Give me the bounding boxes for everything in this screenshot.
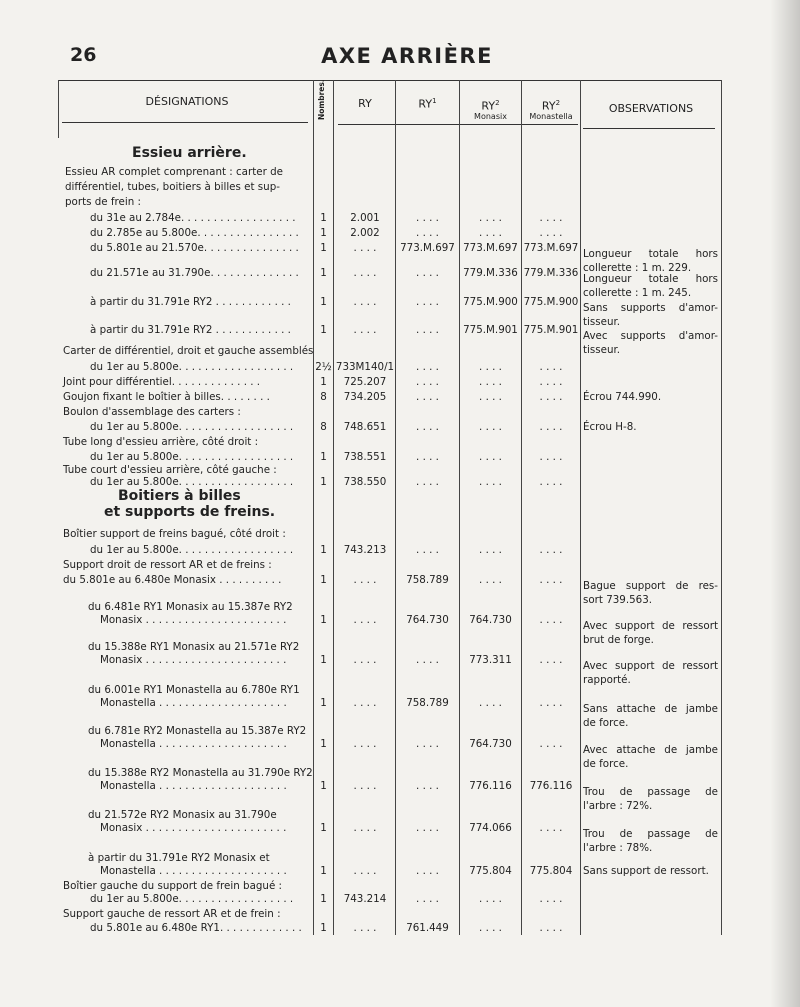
cell-nb: 1 [320, 574, 327, 586]
observation-text: Avec supports d'amor- [583, 330, 718, 342]
cell-ry2b: . . . . [539, 738, 563, 750]
observation-text: Bague support de res- [583, 580, 718, 592]
designation-text: du 1er au 5.800e. . . . . . . . . . . . . . . . . . [90, 451, 294, 463]
header-underline-observations [583, 128, 715, 129]
cell-ry2b: . . . . [539, 476, 563, 488]
designation-text: Tube long d'essieu arrière, côté droit : [63, 436, 259, 448]
cell-ry1: . . . . [416, 451, 439, 463]
cell-ry2a: 775.M.900 [463, 296, 518, 308]
observation-text: Longueur totale hors [583, 273, 718, 285]
cell-nb: 1 [320, 697, 327, 709]
designation-text: Monasix . . . . . . . . . . . . . . . . . . . . . . [100, 654, 287, 666]
col-divider-left [58, 80, 59, 138]
header-designations: DÉSIGNATIONS [145, 95, 229, 108]
designation-text: du 1er au 5.800e. . . . . . . . . . . . . . . . . . [90, 361, 294, 373]
section-title-boitiers-2: et supports de freins. [104, 504, 276, 520]
cell-ry2b: . . . . [539, 361, 563, 373]
cell-ry2b: . . . . [539, 893, 563, 905]
cell-ry1: . . . . [416, 227, 439, 239]
designation-text: Monasix . . . . . . . . . . . . . . . . . . . . . . [100, 614, 287, 626]
cell-ry1: 761.449 [406, 922, 449, 934]
cell-ry2b: . . . . [539, 227, 563, 239]
cell-nb: 1 [320, 324, 327, 336]
col-divider-nombres [313, 80, 314, 935]
designation-text: à partir du 31.791e RY2 . . . . . . . . . . . . [90, 296, 291, 308]
designation-text: du 6.781e RY2 Monastella au 15.387e RY2 [88, 725, 307, 737]
cell-nb: 8 [320, 421, 327, 433]
designation-text: Goujon fixant le boîtier à billes. . . . . . . . [63, 391, 270, 403]
cell-ry2b: . . . . [539, 822, 563, 834]
designation-text: Boulon d'assemblage des carters : [63, 406, 241, 418]
cell-ry1: . . . . [416, 267, 439, 279]
designation-text: du 1er au 5.800e. . . . . . . . . . . . . . . . . . [90, 421, 294, 433]
designation-text: du 15.388e RY2 Monastella au 31.790e RY2 [88, 767, 313, 779]
designation-text: du 1er au 5.800e. . . . . . . . . . . . . . . . . . [90, 893, 294, 905]
cell-ry: . . . . [353, 296, 377, 308]
page-title: AXE ARRIÈRE [321, 44, 493, 68]
cell-ry: . . . . [353, 574, 377, 586]
cell-nb: 1 [320, 893, 327, 905]
cell-ry2a: . . . . [479, 922, 502, 934]
designation-text: à partir du 31.791e RY2 . . . . . . . . . . . . [90, 324, 291, 336]
cell-ry2a: . . . . [479, 893, 502, 905]
cell-ry1: . . . . [416, 391, 439, 403]
cell-nb: 1 [320, 738, 327, 750]
cell-ry2b: . . . . [539, 697, 563, 709]
cell-ry: . . . . [353, 697, 377, 709]
cell-ry1: . . . . [416, 893, 439, 905]
cell-ry: 738.551 [343, 451, 387, 463]
cell-ry2a: 764.730 [469, 738, 512, 750]
designation-text: Monastella . . . . . . . . . . . . . . . . . . . . [100, 738, 287, 750]
cell-ry2a: . . . . [479, 476, 502, 488]
cell-ry1: . . . . [416, 544, 439, 556]
header-ry2-monasix: $RY^2$ Monasix [460, 100, 521, 122]
designation-text: du 1er au 5.800e. . . . . . . . . . . . . . . . . . [90, 544, 294, 556]
cell-ry2b: . . . . [539, 574, 563, 586]
cell-ry: . . . . [353, 654, 377, 666]
cell-ry: . . . . [353, 614, 377, 626]
page-number: 26 [70, 44, 97, 66]
cell-nb: 1 [320, 296, 327, 308]
cell-nb: 1 [320, 614, 327, 626]
designation-text: Support gauche de ressort AR et de frein : [63, 908, 281, 920]
designation-text: Carter de différentiel, droit et gauche assemblés [63, 345, 314, 357]
cell-ry1: . . . . [416, 738, 439, 750]
cell-ry2b: . . . . [539, 922, 563, 934]
observation-text: Trou de passage de [583, 828, 718, 840]
observation-text: collerette : 1 m. 229. [583, 261, 692, 274]
cell-nb: 1 [320, 242, 327, 254]
cell-nb: 1 [320, 865, 327, 877]
cell-ry1: . . . . [416, 822, 439, 834]
section-title-essieu: Essieu arrière. [132, 145, 247, 161]
cell-ry: 748.651 [343, 421, 387, 433]
observation-text: Écrou H-8. [583, 421, 637, 433]
cell-ry2a: 773.311 [469, 654, 512, 666]
cell-ry: 2.002 [350, 227, 380, 239]
header-ry2a-label: RY [481, 99, 496, 113]
designation-text: Monasix . . . . . . . . . . . . . . . . . . . . . . [100, 822, 287, 834]
cell-nb: 1 [320, 212, 327, 224]
col-divider-obs [580, 80, 581, 935]
cell-ry2b: 775.804 [529, 865, 573, 877]
cell-ry: 2.001 [350, 212, 380, 224]
observation-text: de force. [583, 757, 629, 770]
cell-ry: 725.207 [343, 376, 387, 388]
cell-ry2a: . . . . [479, 212, 502, 224]
designation-text: à partir du 31.791e RY2 Monasix et [88, 852, 270, 864]
cell-ry1: . . . . [416, 376, 439, 388]
designation-text: Boîtier gauche du support de frein bagué : [63, 880, 283, 892]
cell-ry1: . . . . [416, 654, 439, 666]
cell-ry: . . . . [353, 267, 377, 279]
designation-text: du 21.571e au 31.790e. . . . . . . . . . . . . . [90, 267, 299, 279]
cell-ry2b: . . . . [539, 376, 563, 388]
designation-text: Essieu AR complet comprenant : carter de [65, 166, 283, 178]
cell-nb: 2½ [315, 361, 332, 373]
header-nombres: Nombres. [317, 79, 326, 120]
header-ry1-label: RY [418, 97, 433, 111]
cell-ry1: . . . . [416, 780, 439, 792]
designation-text: du 15.388e RY1 Monasix au 21.571e RY2 [88, 641, 300, 653]
cell-ry1: 758.789 [406, 697, 449, 709]
designation-text: Monastella . . . . . . . . . . . . . . . . . . . . [100, 780, 287, 792]
designation-text: du 5.801e au 6.480e Monasix . . . . . . . . . . [63, 574, 282, 586]
cell-nb: 1 [320, 544, 327, 556]
cell-nb: 1 [320, 822, 327, 834]
designation-text: du 21.572e RY2 Monasix au 31.790e [88, 809, 277, 821]
cell-ry1: . . . . [416, 324, 439, 336]
cell-nb: 1 [320, 476, 327, 488]
observation-text: l'arbre : 72%. [583, 799, 653, 812]
cell-ry2b: 779.M.336 [523, 267, 579, 279]
cell-ry: . . . . [353, 822, 377, 834]
observation-text: de force. [583, 716, 629, 729]
observation-text: Sans support de ressort. [583, 865, 709, 877]
observation-text: Avec attache de jambe [583, 744, 718, 756]
cell-nb: 8 [320, 391, 327, 403]
cell-ry2a: 775.M.901 [463, 324, 518, 336]
cell-nb: 1 [320, 451, 327, 463]
cell-ry2a: 764.730 [469, 614, 512, 626]
cell-ry2b: . . . . [539, 451, 563, 463]
cell-ry1: . . . . [416, 421, 439, 433]
header-ry [335, 98, 395, 110]
cell-nb: 1 [320, 922, 327, 934]
cell-ry: 738.550 [343, 476, 387, 488]
cell-ry2b: . . . . [539, 391, 563, 403]
cell-ry1: . . . . [416, 361, 439, 373]
cell-ry: . . . . [353, 865, 377, 877]
cell-ry2b: . . . . [539, 212, 563, 224]
page-edge-shadow [770, 0, 800, 1007]
cell-nb: 1 [320, 227, 327, 239]
cell-ry2a: . . . . [479, 361, 502, 373]
cell-ry2b: 775.M.901 [523, 324, 579, 336]
cell-ry: . . . . [353, 780, 377, 792]
observation-text: Sans attache de jambe [583, 703, 718, 715]
col-divider-ry [333, 80, 334, 935]
designation-text: du 31e au 2.784e. . . . . . . . . . . . . . . . . . [90, 212, 296, 224]
observation-text: rapporté. [583, 673, 631, 686]
header-ry2a-sub: Monasix [474, 111, 507, 121]
cell-ry2a: 774.066 [469, 822, 512, 834]
col-divider-right [721, 80, 722, 935]
cell-ry2a: 775.804 [469, 865, 512, 877]
header-observations: OBSERVATIONS [608, 102, 694, 115]
col-divider-ry2b [521, 80, 522, 935]
observation-text: Écrou 744.990. [583, 391, 662, 403]
cell-ry2a: . . . . [479, 421, 502, 433]
observation-text: l'arbre : 78%. [583, 841, 653, 854]
designation-text: du 5.801e au 21.570e. . . . . . . . . . . . . . . [90, 242, 299, 254]
cell-ry: . . . . [353, 738, 377, 750]
designation-text: Support droit de ressort AR et de freins : [63, 559, 272, 571]
cell-ry1: . . . . [416, 865, 439, 877]
cell-ry1: . . . . [416, 476, 439, 488]
observation-text: sort 739.563. [583, 593, 653, 606]
header-underline-designations [62, 122, 308, 123]
observation-text: Trou de passage de [583, 786, 718, 798]
cell-ry2b: 773.M.697 [523, 242, 579, 254]
observation-text: tisseur. [583, 343, 621, 356]
observation-text: collerette : 1 m. 245. [583, 286, 692, 299]
cell-ry2a: . . . . [479, 697, 502, 709]
designation-text: du 6.481e RY1 Monasix au 15.387e RY2 [88, 601, 293, 613]
cell-nb: 1 [320, 267, 327, 279]
cell-ry2b: 776.116 [529, 780, 573, 792]
cell-ry1: 764.730 [406, 614, 449, 626]
designation-text: ports de frein : [65, 196, 141, 208]
cell-nb: 1 [320, 780, 327, 792]
cell-ry1: . . . . [416, 296, 439, 308]
cell-ry2b: . . . . [539, 614, 563, 626]
cell-ry2b: . . . . [539, 544, 563, 556]
designation-text: du 1er au 5.800e. . . . . . . . . . . . . . . . . . [90, 476, 294, 488]
cell-ry2a: . . . . [479, 391, 502, 403]
header-ry-label: RY [358, 97, 372, 110]
cell-ry: . . . . [353, 242, 377, 254]
header-ry2-monastella: $RY^2$ Monastella [522, 100, 580, 122]
cell-ry2b: . . . . [539, 421, 563, 433]
designation-text: Tube court d'essieu arrière, côté gauche : [63, 464, 277, 476]
designation-text: Boîtier support de freins bagué, côté droit : [63, 528, 286, 540]
designation-text: Monastella . . . . . . . . . . . . . . . . . . . . [100, 865, 287, 877]
cell-nb: 1 [320, 654, 327, 666]
cell-ry2a: . . . . [479, 227, 502, 239]
cell-ry1: . . . . [416, 212, 439, 224]
header-ry1: $RY^1$ [418, 97, 437, 111]
cell-ry2a: . . . . [479, 544, 502, 556]
cell-ry1: 758.789 [406, 574, 449, 586]
cell-ry: 734.205 [343, 391, 387, 403]
observation-text: Sans supports d'amor- [583, 302, 718, 314]
cell-ry2b: 775.M.900 [523, 296, 579, 308]
cell-ry2a: 773.M.697 [463, 242, 518, 254]
cell-ry: . . . . [353, 922, 377, 934]
cell-ry: 743.214 [343, 893, 387, 905]
cell-ry2a: 776.116 [469, 780, 512, 792]
cell-ry: 743.213 [343, 544, 387, 556]
designation-text: Monastella . . . . . . . . . . . . . . . . . . . . [100, 697, 287, 709]
designation-text: du 2.785e au 5.800e. . . . . . . . . . . . . . . . [90, 227, 299, 239]
observation-text: Avec support de ressort [583, 660, 718, 672]
designation-text: Joint pour différentiel. . . . . . . . . . . . . . [63, 376, 261, 388]
cell-ry: 733M140/1 [335, 361, 395, 373]
designation-text: du 6.001e RY1 Monastella au 6.780e RY1 [88, 684, 300, 696]
cell-ry: . . . . [353, 324, 377, 336]
col-divider-ry1 [395, 80, 396, 935]
observation-text: Avec support de ressort [583, 620, 718, 632]
cell-ry2a: . . . . [479, 574, 502, 586]
designation-text: différentiel, tubes, boitiers à billes et sup- [65, 181, 280, 193]
cell-ry2b: . . . . [539, 654, 563, 666]
section-title-boitiers-1: Boitiers à billes [118, 488, 241, 504]
table-top-rule [58, 80, 722, 81]
col-divider-ry2a [459, 80, 460, 935]
cell-ry2a: . . . . [479, 451, 502, 463]
cell-nb: 1 [320, 376, 327, 388]
observation-text: brut de forge. [583, 633, 654, 646]
designation-text: du 5.801e au 6.480e RY1. . . . . . . . . . . . . [90, 922, 302, 934]
header-ry2b-sub: Monastella [529, 111, 573, 121]
header-underline-ry [338, 124, 578, 125]
cell-ry2a: 779.M.336 [463, 267, 518, 279]
observation-text: tisseur. [583, 315, 621, 328]
cell-ry2a: . . . . [479, 376, 502, 388]
cell-ry1: 773.M.697 [400, 242, 455, 254]
observation-text: Longueur totale hors [583, 248, 718, 260]
header-ry2b-label: RY [541, 99, 556, 113]
